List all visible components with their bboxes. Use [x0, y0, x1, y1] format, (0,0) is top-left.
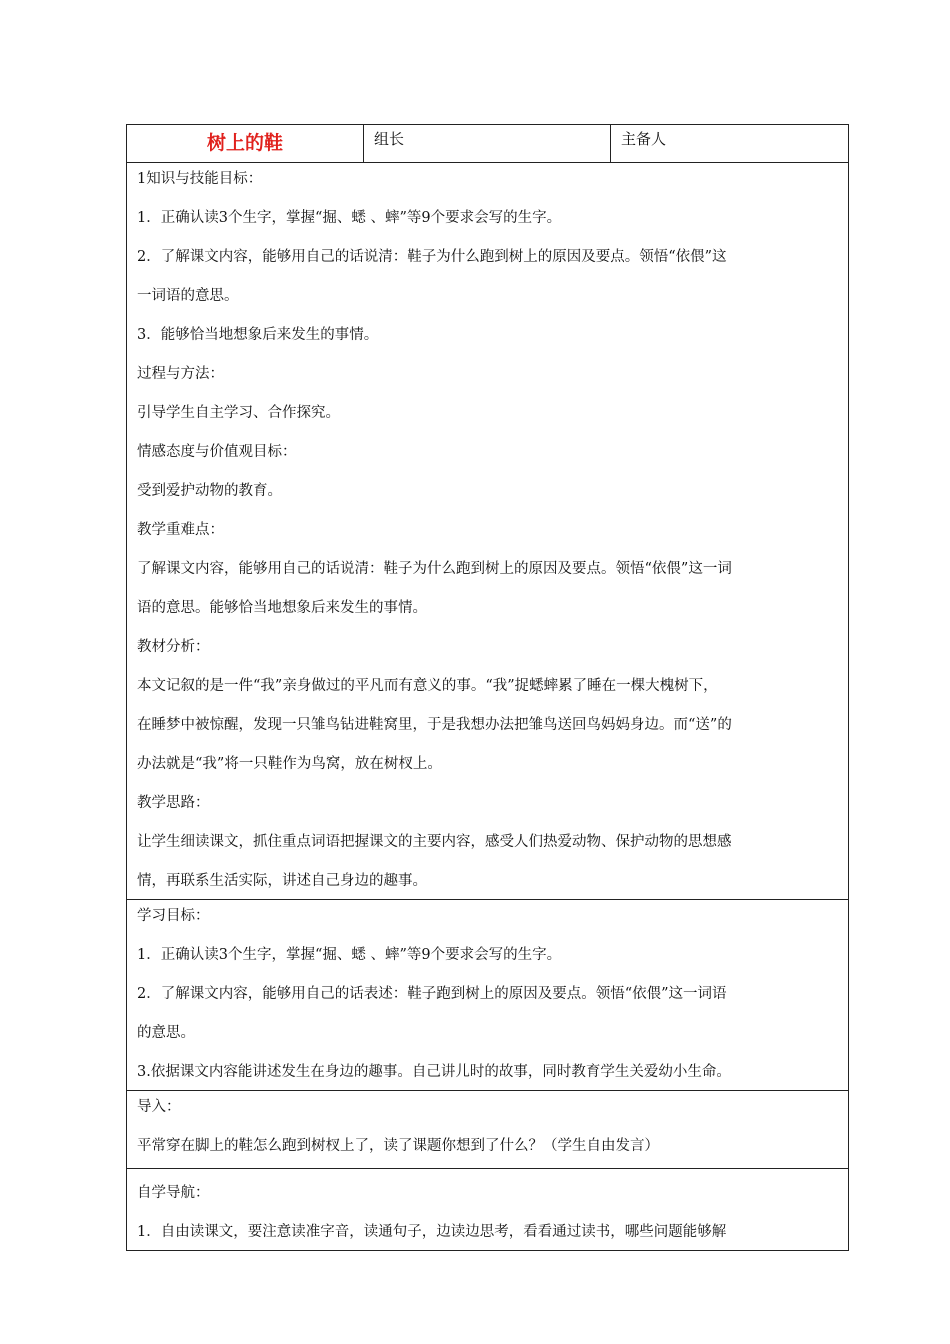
- study-goals-cell: [127, 900, 849, 1091]
- intro-line: 导入：: [137, 1099, 181, 1115]
- header-row: [127, 125, 849, 163]
- goals-line: 在睡梦中被惊醒，发现一只雏鸟钻进鞋窝里，于是我想办法把雏鸟送回鸟妈妈身边。而“送”的: [137, 717, 732, 733]
- study-goals-row: [127, 900, 849, 1091]
- goals-line: 引导学生自主学习、合作探究。: [137, 405, 340, 421]
- study-goals-line: 的意思。: [137, 1025, 195, 1041]
- goals-line: 2．了解课文内容，能够用自己的话说清：鞋子为什么跑到树上的原因及要点。领悟“依偎”这: [137, 249, 727, 265]
- self-study-line: 1．自由读课文，要注意读准字音，读通句子，边读边思考，看看通过读书，哪些问题能够解: [137, 1224, 727, 1240]
- goals-line: 受到爱护动物的教育。: [137, 483, 282, 499]
- lesson-plan-table: [126, 124, 849, 1251]
- goals-line: 让学生细读课文，抓住重点词语把握课文的主要内容，感受人们热爱动物、保护动物的思想感: [137, 834, 732, 850]
- goals-row: [127, 163, 849, 900]
- group-leader-cell: [364, 125, 611, 163]
- goals-line: 语的意思。能够恰当地想象后来发生的事情。: [137, 600, 427, 616]
- goals-line: 3．能够恰当地想象后来发生的事情。: [137, 327, 379, 343]
- goals-cell: [127, 163, 849, 900]
- self-study-content: [127, 1169, 848, 1250]
- lesson-plan-sheet: [126, 124, 848, 1251]
- self-study-line: 自学导航：: [137, 1185, 210, 1201]
- group-leader-label: 组长: [374, 130, 405, 148]
- goals-line: 情，再联系生活实际，讲述自己身边的趣事。: [137, 873, 427, 889]
- intro-cell: [127, 1091, 849, 1169]
- self-study-row: [127, 1169, 849, 1251]
- preparer-label: 主备人: [621, 130, 667, 148]
- goals-line: 了解课文内容，能够用自己的话说清：鞋子为什么跑到树上的原因及要点。领悟“依偎”这一词: [137, 561, 732, 577]
- goals-line: 教学重难点：: [137, 522, 224, 538]
- lesson-title: 树上的鞋: [206, 132, 283, 154]
- goals-line: 情感态度与价值观目标：: [137, 444, 297, 460]
- goals-line: 一词语的意思。: [137, 288, 239, 304]
- goals-line: 1．正确认读3个生字，掌握“掘、蟋 、蟀”等9个要求会写的生字。: [137, 210, 562, 226]
- intro-content: [127, 1091, 848, 1168]
- study-goals-line: 学习目标：: [137, 908, 210, 924]
- study-goals-line: 3.依据课文内容能讲述发生在身边的趣事。自己讲儿时的故事，同时教育学生关爱幼小生命。: [137, 1064, 731, 1080]
- goals-line: 教材分析：: [137, 639, 210, 655]
- self-study-cell: [127, 1169, 849, 1251]
- study-goals-line: 1．正确认读3个生字，掌握“掘、蟋 、蟀”等9个要求会写的生字。: [137, 947, 562, 963]
- title-cell: [127, 125, 364, 163]
- preparer-cell: [611, 125, 849, 163]
- goals-line: 教学思路：: [137, 795, 210, 811]
- study-goals-content: [127, 900, 848, 1090]
- intro-row: [127, 1091, 849, 1169]
- intro-line: 平常穿在脚上的鞋怎么跑到树杈上了，读了课题你想到了什么？（学生自由发言）: [137, 1138, 659, 1154]
- goals-line: 1知识与技能目标：: [137, 171, 263, 187]
- study-goals-line: 2．了解课文内容，能够用自己的话表述：鞋子跑到树上的原因及要点。领悟“依偎”这一词语: [137, 986, 727, 1002]
- goals-line: 办法就是“我”将一只鞋作为鸟窝，放在树杈上。: [137, 756, 442, 772]
- goals-line: 过程与方法：: [137, 366, 224, 382]
- goals-line: 本文记叙的是一件“我”亲身做过的平凡而有意义的事。“我”捉蟋蟀累了睡在一棵大槐树下，: [137, 678, 718, 694]
- goals-content: [127, 163, 848, 899]
